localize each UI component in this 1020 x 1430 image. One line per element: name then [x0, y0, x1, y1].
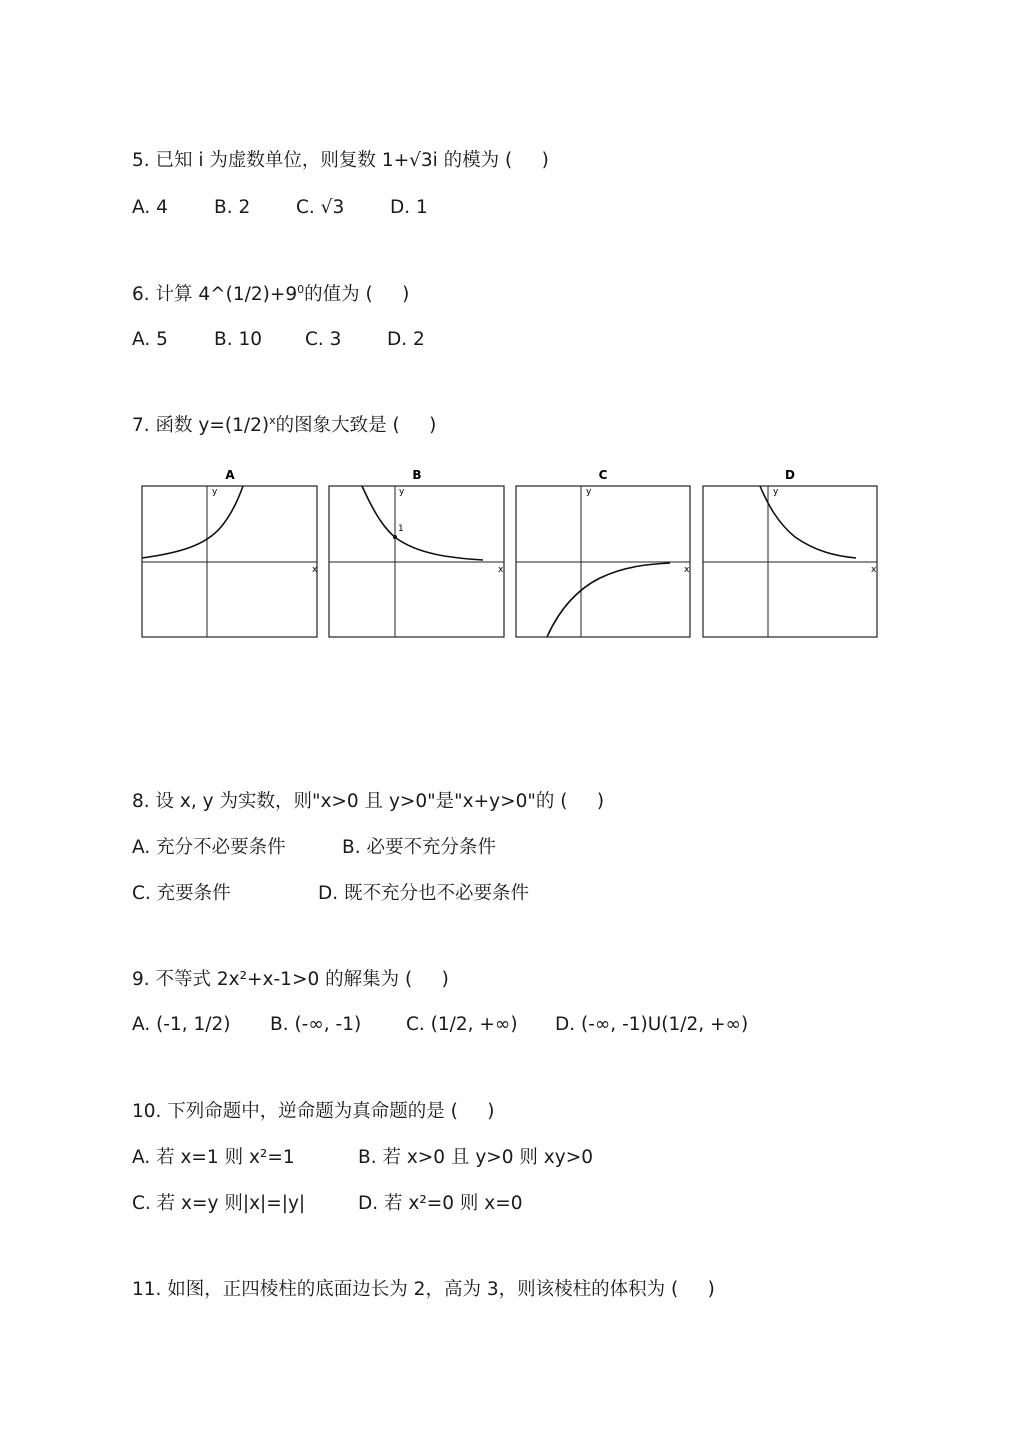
stem-superscript: x: [269, 413, 276, 427]
graph-a-y-label: y: [212, 487, 218, 497]
stem-superscript: 0: [297, 282, 305, 296]
stem-part: 6. 计算 4^(1/2)+9: [132, 284, 298, 305]
graph-b-y-label: y: [399, 487, 405, 497]
question-10-options-row-2: [132, 1192, 892, 1216]
option-c[interactable]: C. (1/2, +∞): [406, 1014, 518, 1035]
option-d[interactable]: D. 若 x²=0 则 x=0: [358, 1193, 523, 1214]
graph-b-point-label: 1: [398, 524, 404, 534]
graph-c-curve: [547, 563, 670, 637]
graph-b-title: B: [412, 468, 422, 482]
question-8-options-row-1: [132, 836, 892, 860]
question-9-options: [132, 1013, 892, 1037]
stem-part: 的值为 ( ): [304, 284, 410, 305]
graph-a-curve: [142, 486, 243, 558]
graph-d[interactable]: [703, 468, 877, 637]
option-a[interactable]: A. (-1, 1/2): [132, 1014, 231, 1035]
graph-b-x-label: x: [498, 565, 504, 575]
graph-c-y-label: y: [586, 487, 592, 497]
question-8-stem: 8. 设 x, y 为实数，则"x>0 且 y>0"是"x+y>0"的 ( ): [132, 791, 605, 812]
option-c[interactable]: C. √3: [296, 197, 345, 218]
option-a[interactable]: A. 若 x=1 则 x²=1: [132, 1147, 295, 1168]
graph-c-title: C: [598, 468, 608, 482]
option-c[interactable]: C. 若 x=y 则|x|=|y|: [132, 1193, 306, 1214]
option-a[interactable]: A. 4: [132, 197, 168, 218]
option-c[interactable]: C. 3: [305, 329, 342, 350]
question-9-stem: 9. 不等式 2x²+x-1>0 的解集为 ( ): [132, 969, 449, 990]
option-b[interactable]: B. 必要不充分条件: [342, 837, 496, 858]
option-d[interactable]: D. 1: [390, 197, 428, 218]
question-10-options-row-1: [132, 1146, 892, 1170]
option-d[interactable]: D. 2: [387, 329, 425, 350]
graph-b-curve: [362, 486, 483, 560]
question-10-stem: 10. 下列命题中，逆命题为真命题的是 ( ): [132, 1101, 495, 1122]
stem-part: 的图象大致是 ( ): [275, 415, 437, 436]
graph-d-title: D: [785, 468, 795, 482]
question-11-stem: 11. 如图，正四棱柱的底面边长为 2，高为 3，则该棱柱的体积为 ( ): [132, 1279, 715, 1300]
graph-d-x-label: x: [871, 565, 877, 575]
graph-c-x-label: x: [684, 565, 690, 575]
option-d[interactable]: D. 既不充分也不必要条件: [318, 883, 530, 904]
graph-a[interactable]: [142, 468, 318, 637]
graph-d-y-label: y: [773, 487, 779, 497]
question-5-stem: 5. 已知 i 为虚数单位，则复数 1+√3i 的模为 ( ): [132, 150, 549, 171]
option-c[interactable]: C. 充要条件: [132, 883, 231, 904]
graph-c[interactable]: [516, 468, 690, 637]
option-b[interactable]: B. 若 x>0 且 y>0 则 xy>0: [358, 1147, 593, 1168]
graph-a-title: A: [225, 468, 235, 482]
graph-b-point: [393, 535, 397, 539]
question-8-options-row-2: [132, 882, 892, 906]
graph-a-x-label: x: [312, 565, 318, 575]
option-a[interactable]: A. 5: [132, 329, 168, 350]
option-b[interactable]: B. 2: [214, 197, 251, 218]
graph-b[interactable]: [329, 468, 504, 637]
option-b[interactable]: B. (-∞, -1): [270, 1014, 362, 1035]
option-b[interactable]: B. 10: [214, 329, 262, 350]
option-a[interactable]: A. 充分不必要条件: [132, 837, 286, 858]
function-graphs: [0, 0, 1020, 700]
option-d[interactable]: D. (-∞, -1)U(1/2, +∞): [555, 1014, 749, 1035]
stem-part: 7. 函数 y=(1/2): [132, 415, 270, 436]
